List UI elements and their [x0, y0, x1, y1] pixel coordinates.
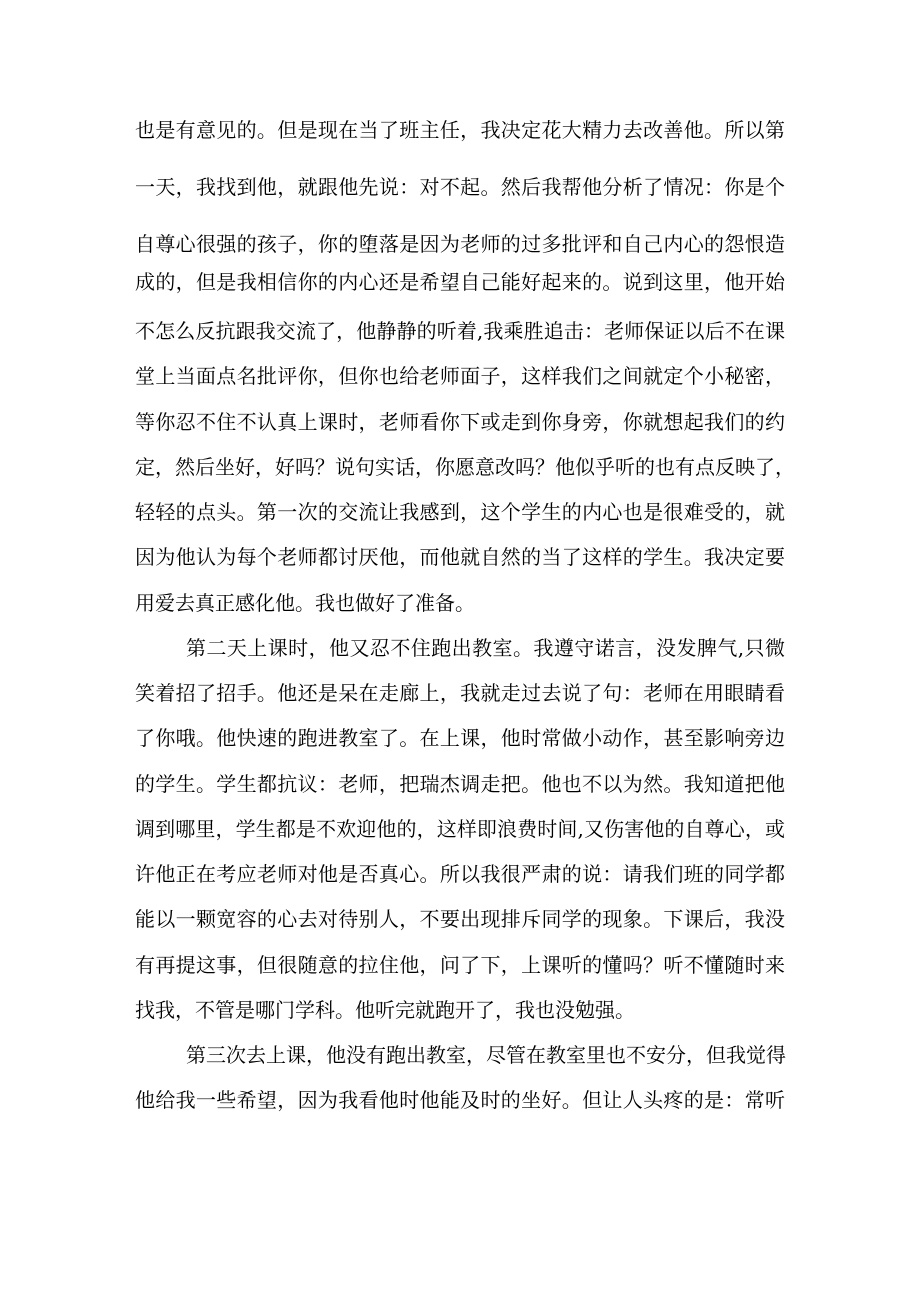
text-line: 了你哦。他快速的跑进教室了。在上课，他时常做小动作，甚至影响旁边 — [135, 726, 785, 750]
text-line: 第三次去上课，他没有跑出教室，尽管在教室里也不安分，但我觉得 — [186, 1043, 786, 1067]
text-line: 堂上当面点名批评你，但你也给老师面子，这样我们之间就定个小秘密， — [135, 364, 785, 388]
text-line: 定，然后坐好，好吗？说句实话，你愿意改吗？他似乎听的也有点反映了， — [135, 455, 795, 479]
text-line: 找我，不管是哪门学科。他听完就跑开了，我也没勉强。 — [135, 998, 635, 1022]
text-line: 笑着招了招手。他还是呆在走廊上，我就走过去说了句：老师在用眼睛看 — [135, 681, 785, 705]
text-line: 因为他认为每个老师都讨厌他，而他就自然的当了这样的学生。我决定要 — [135, 545, 785, 569]
text-line: 等你忍不住不认真上课时，老师看你下或走到你身旁，你就想起我们的约 — [135, 410, 785, 434]
text-line: 有再提这事，但很随意的拉住他，问了下，上课听的懂吗？听不懂随时来 — [135, 953, 785, 977]
text-line: 调到哪里，学生都是不欢迎他的，这样即浪费时间,又伤害他的自尊心，或 — [135, 817, 785, 841]
text-line: 第二天上课时，他又忍不住跑出教室。我遵守诺言，没发脾气,只微 — [186, 636, 785, 660]
text-line: 许他正在考应老师对他是否真心。所以我很严肃的说：请我们班的同学都 — [135, 862, 785, 886]
text-line: 用爱去真正感化他。我也做好了准备。 — [135, 591, 475, 615]
text-line: 不怎么反抗跟我交流了，他静静的听着,我乘胜追击：老师保证以后不在课 — [135, 319, 785, 343]
text-line: 自尊心很强的孩子，你的堕落是因为老师的过多批评和自己内心的怨恨造 — [135, 232, 785, 256]
text-line: 一天，我找到他，就跟他先说：对不起。然后我帮他分析了情况：你是个 — [135, 175, 785, 199]
text-line: 成的，但是我相信你的内心还是希望自己能好起来的。说到这里，他开始 — [135, 270, 785, 294]
text-line: 能以一颗宽容的心去对待别人，不要出现排斥同学的现象。下课后，我没 — [135, 907, 785, 931]
text-line: 轻轻的点头。第一次的交流让我感到，这个学生的内心也是很难受的，就 — [135, 500, 785, 524]
text-line: 他给我一些希望，因为我看他时他能及时的坐好。但让人头疼的是：常听 — [135, 1088, 785, 1112]
text-line: 也是有意见的。但是现在当了班主任，我决定花大精力去改善他。所以第 — [135, 118, 785, 142]
text-line: 的学生。学生都抗议：老师，把瑞杰调走把。他也不以为然。我知道把他 — [135, 772, 785, 796]
